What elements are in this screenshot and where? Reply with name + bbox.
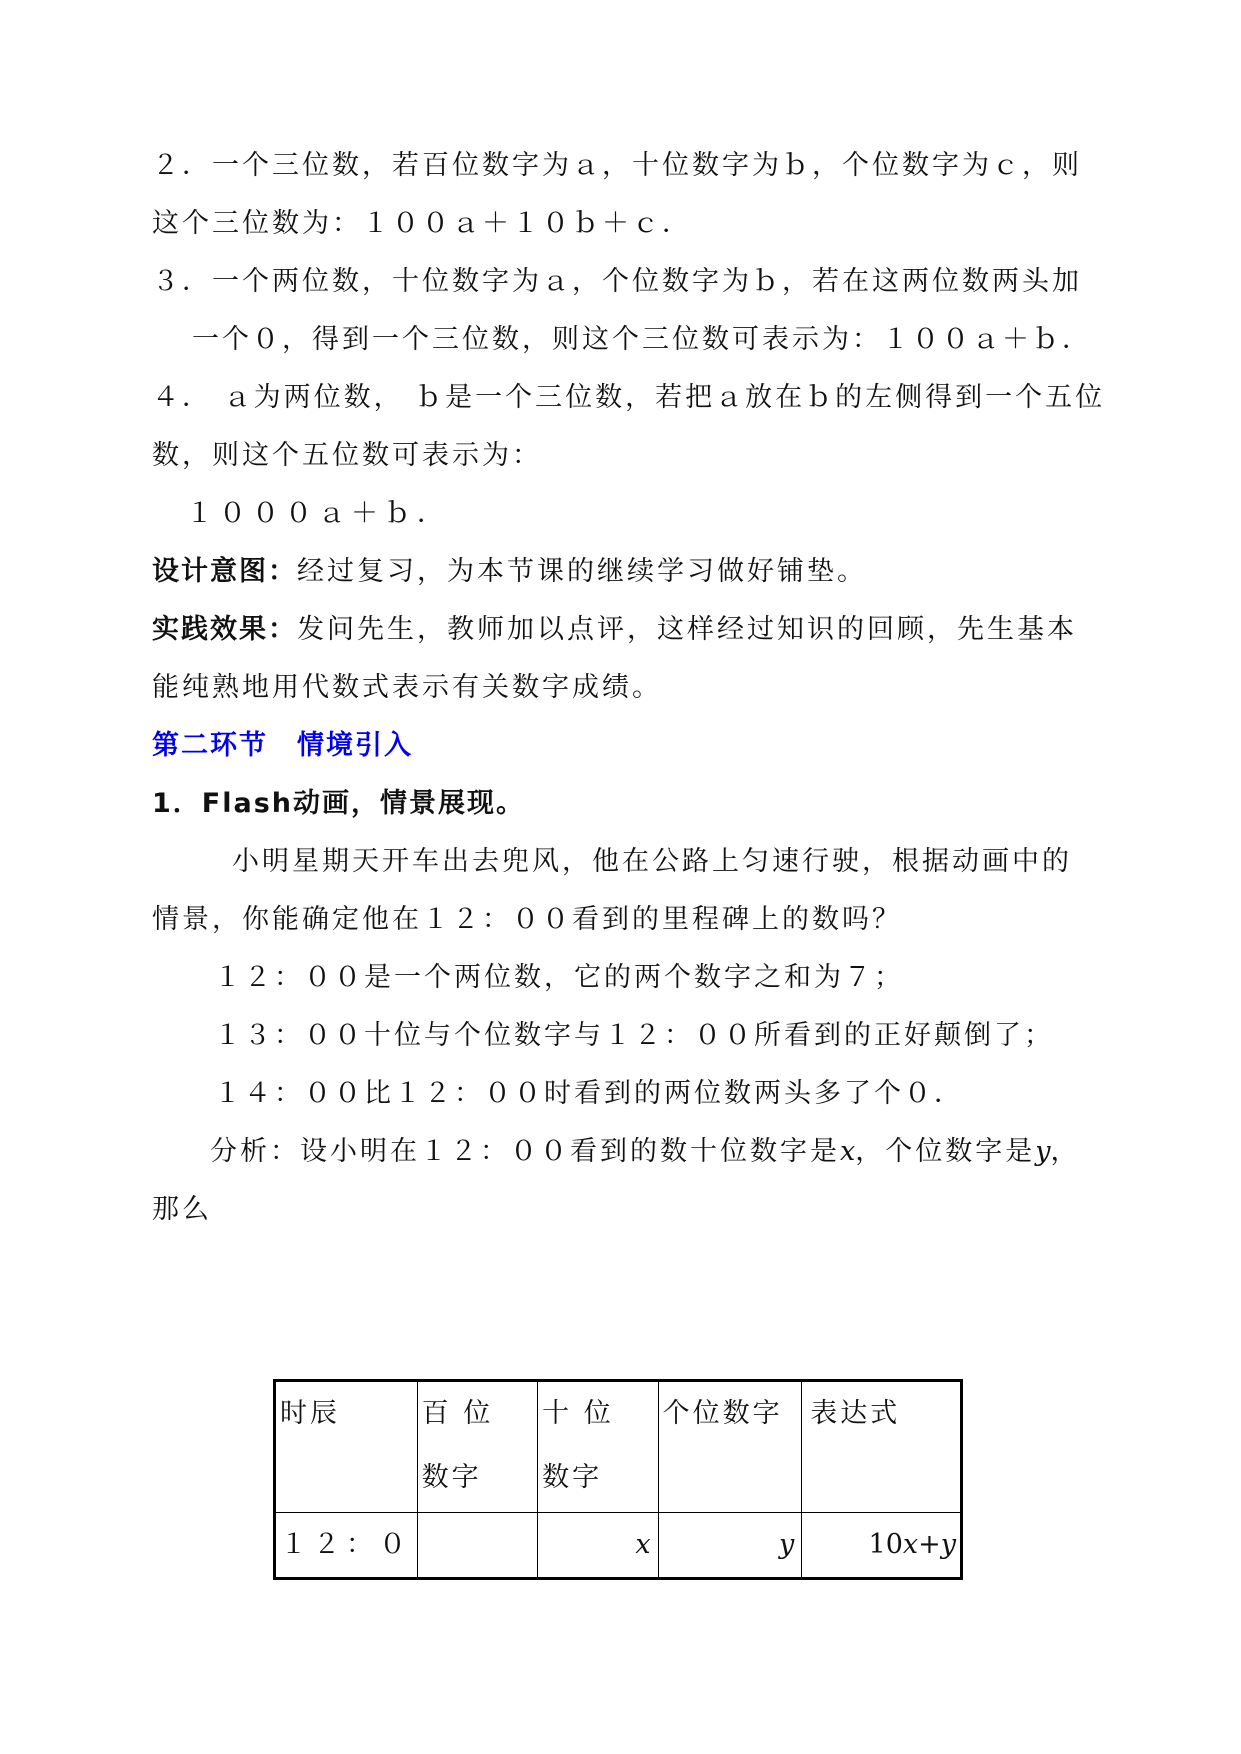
clue-3: １４：００比１２：００时看到的两位数两头多了个０． (214, 1078, 964, 1109)
clue-2: １３：００十位与个位数字与１２：００所看到的正好颠倒了； (214, 1020, 1054, 1051)
analysis-text-mid: ，个位数字是 (855, 1136, 1036, 1167)
scenario-paragraph: 小明星期天开车出去兜风，他在公路上匀速行驶，根据动画中的 (232, 846, 1072, 877)
scenario-paragraph-cont: 情景，你能确定他在１２：００看到的里程碑上的数吗？ (152, 904, 902, 935)
practice-effect-label: 实践效果： (152, 614, 297, 645)
digit-table (273, 1379, 963, 1580)
line-item-3-cont: 一个０，得到一个三位数，则这个三位数可表示为：１００ａ＋ｂ． (192, 324, 1092, 355)
table-header-cell: 个位数字 (658, 1381, 802, 1513)
analysis (210, 1132, 1081, 1172)
section-heading: 第二环节 情境引入 (152, 730, 413, 761)
line-item-4-cont: 数，则这个五位数可表示为： (152, 440, 542, 471)
table-cell-tens: x (538, 1513, 659, 1579)
design-intent (152, 552, 867, 592)
table-header-cell: 百 位 数字 (417, 1381, 538, 1513)
analysis-cont: 那么 (152, 1194, 212, 1225)
table-row (275, 1513, 962, 1579)
line-item-3: ３．一个两位数，十位数字为ａ，个位数字为ｂ，若在这两位数两头加 (152, 266, 1082, 297)
table-cell-expression: 10x+y (802, 1513, 962, 1579)
practice-effect-cont: 能纯熟地用代数式表示有关数字成绩。 (152, 672, 662, 703)
practice-effect-text: 发问先生，教师加以点评，这样经过知识的回顾，先生基本 (297, 614, 1077, 645)
table-header-row (275, 1381, 962, 1513)
table-header-cell: 时辰 (275, 1381, 418, 1513)
table-header-cell: 表达式 (802, 1381, 962, 1513)
practice-effect (152, 610, 1077, 650)
design-intent-label: 设计意图： (152, 556, 297, 587)
clue-1: １２：００是一个两位数，它的两个数字之和为７； (214, 962, 904, 993)
table-cell-ones: y (658, 1513, 802, 1579)
table-header-cell: 十 位 数字 (538, 1381, 659, 1513)
line-item-2-cont: 这个三位数为：１００ａ＋１０ｂ＋ｃ． (152, 208, 692, 239)
analysis-var-y: y (1035, 1136, 1051, 1167)
line-item-4: ４． ａ为两位数， ｂ是一个三位数，若把ａ放在ｂ的左侧得到一个五位 (152, 382, 1106, 413)
item-1-heading: 1．Flash动画，情景展现。 (152, 788, 525, 819)
table-cell-hundreds (417, 1513, 538, 1579)
analysis-text-pre: 分析：设小明在１２：００看到的数十位数字是 (210, 1136, 840, 1167)
analysis-var-x: x (840, 1136, 856, 1167)
design-intent-text: 经过复习，为本节课的继续学习做好铺垫。 (297, 556, 867, 587)
line-item-2: ２．一个三位数，若百位数字为ａ，十位数字为ｂ，个位数字为ｃ，则 (152, 150, 1082, 181)
line-item-4-result: １０００ａ＋ｂ． (186, 498, 450, 529)
analysis-text-end: ， (1050, 1136, 1081, 1167)
table-cell-time: １２：０ (275, 1513, 418, 1579)
